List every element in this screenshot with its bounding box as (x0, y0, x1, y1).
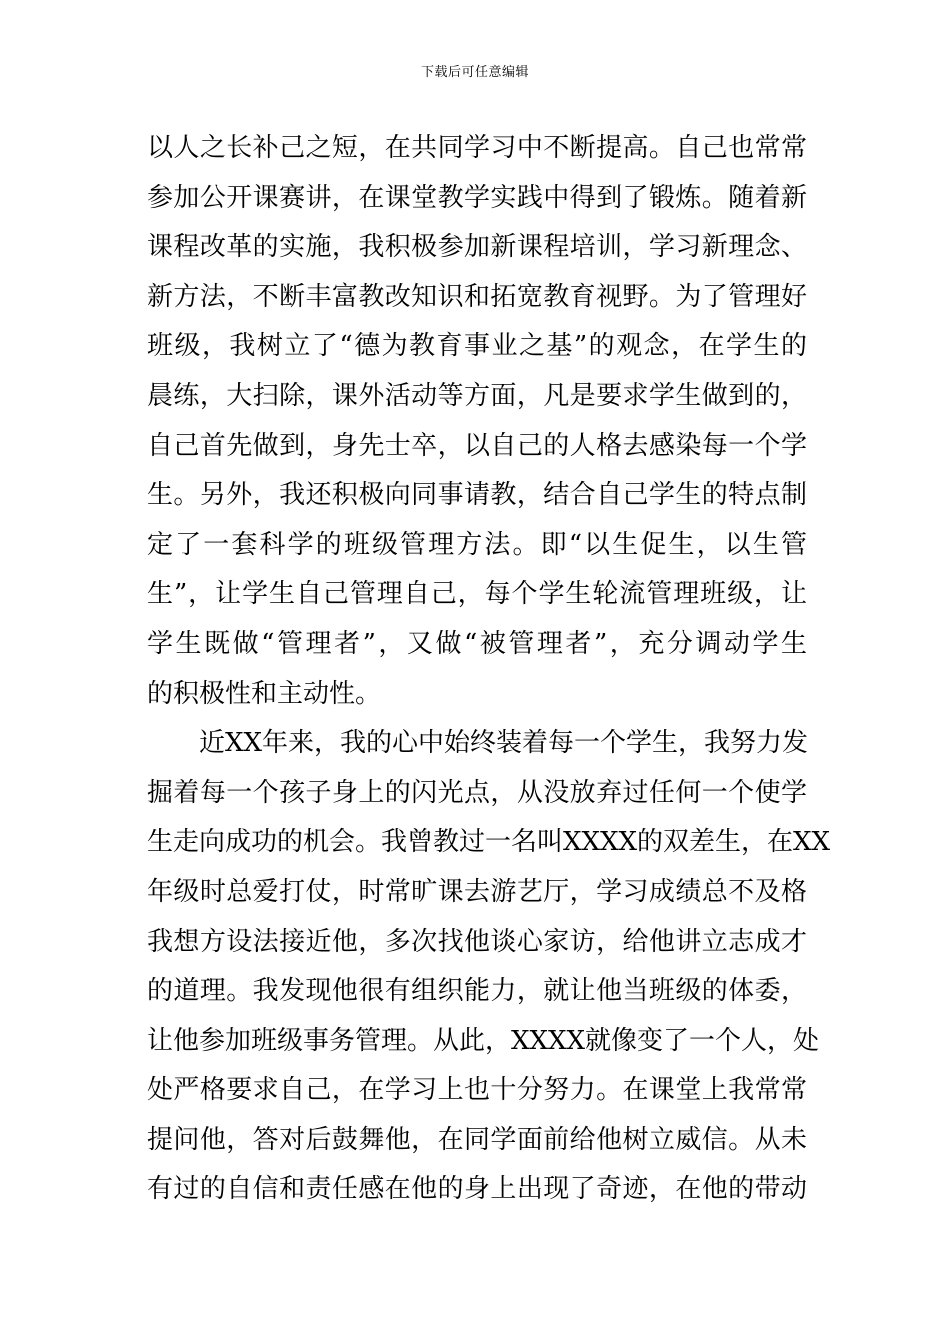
text-line: 让他参加班级事务管理。从此，XXXX就像变了一个人，处 (147, 1025, 820, 1056)
text-line: 掘着每一个孩子身上的闪光点，从没放弃过任何一个使学 (147, 777, 807, 808)
paragraph-first-line: 近XX年来，我的心中始终装着每一个学生，我努力发 (199, 728, 809, 759)
text-line: 我想方设法接近他，多次找他谈心家访，给他讲立志成才 (147, 926, 807, 957)
document-body (147, 124, 831, 1215)
text-line: 学生既做“管理者”，又做“被管理者”，充分调动学生 (147, 628, 807, 659)
text-line: 班级，我树立了“德为教育事业之基”的观念，在学生的 (147, 331, 807, 362)
text-line: 生”，让学生自己管理自己，每个学生轮流管理班级，让 (147, 579, 807, 610)
text-line: 新方法，不断丰富教改知识和拓宽教育视野。为了管理好 (147, 281, 807, 312)
text-line: 以人之长补己之短，在共同学习中不断提高。自己也常常 (147, 133, 807, 163)
paragraph-last-line: 的积极性和主动性。 (147, 678, 382, 709)
text-line: 自己首先做到，身先士卒，以自己的人格去感染每一个学 (147, 430, 807, 461)
text-line: 晨练，大扫除，课外活动等方面，凡是要求学生做到的， (147, 380, 807, 411)
page-header-note: 下载后可任意编辑 (420, 65, 529, 80)
text-line: 年级时总爱打仗，时常旷课去游艺厅，学习成绩总不及格 (147, 876, 807, 907)
text-line: 参加公开课赛讲，在课堂教学实践中得到了锻炼。随着新 (147, 182, 807, 213)
text-line: 生。另外，我还积极向同事请教，结合自己学生的特点制 (147, 480, 807, 511)
text-line: 处严格要求自己，在学习上也十分努力。在课堂上我常常 (147, 1075, 807, 1106)
text-line: 有过的自信和责任感在他的身上出现了奇迹，在他的带动 (147, 1174, 807, 1205)
text-line: 提问他，答对后鼓舞他，在同学面前给他树立威信。从未 (147, 1124, 807, 1155)
text-line: 的道理。我发现他很有组织能力，就让他当班级的体委， (147, 976, 807, 1007)
text-line: 定了一套科学的班级管理方法。即“以生促生，以生管 (147, 529, 807, 560)
text-line: 生走向成功的机会。我曾教过一名叫XXXX的双差生，在XX (147, 827, 831, 858)
text-line: 课程改革的实施，我积极参加新课程培训，学习新理念、 (147, 232, 807, 263)
